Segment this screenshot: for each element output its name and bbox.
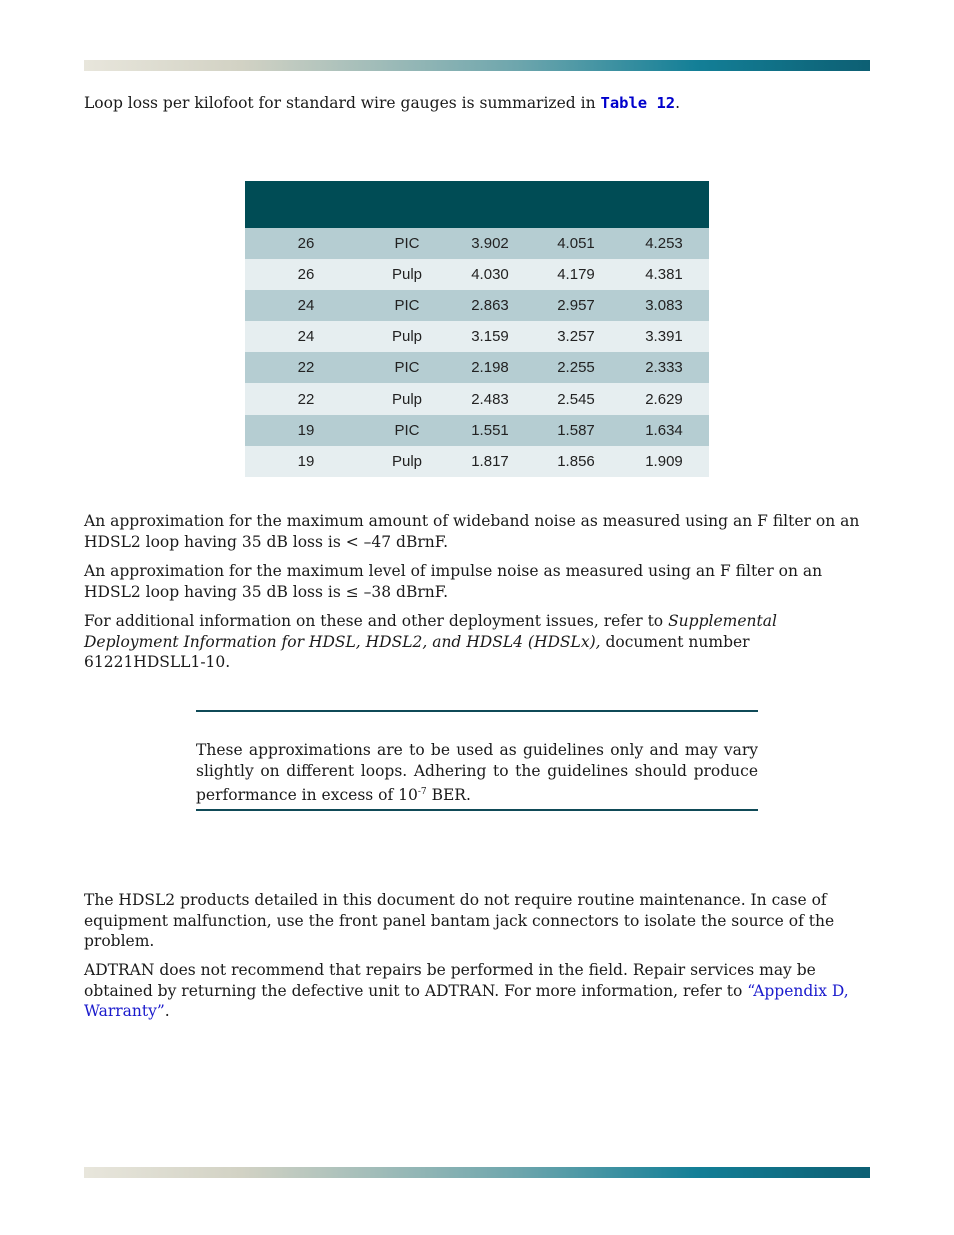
value-cell: 2.863 xyxy=(471,297,509,315)
maintenance-paragraph: The HDSL2 products detailed in this document do not require routine maintenance. In case of equipment malfunction, use the front panel bantam jack connectors to isolate the source of the problem. xyxy=(84,891,835,950)
table-12-link[interactable]: Table 12 xyxy=(600,94,676,112)
value-cell: 1.634 xyxy=(645,421,683,439)
gauge-cell: 19 xyxy=(297,421,315,439)
table-row xyxy=(245,228,709,259)
value-cell: 1.856 xyxy=(557,452,595,470)
value-cell: 1.909 xyxy=(645,452,683,470)
header-cell xyxy=(533,181,619,228)
footer-rule xyxy=(84,1167,870,1178)
loop-loss-table xyxy=(245,181,709,477)
header-cell xyxy=(447,181,533,228)
note-text xyxy=(196,740,758,806)
table-row xyxy=(245,383,709,414)
type-cell: PIC xyxy=(394,359,420,377)
additional-info-paragraph xyxy=(84,611,870,673)
value-cell: 2.483 xyxy=(471,390,509,408)
table-row xyxy=(245,446,709,477)
type-cell: PIC xyxy=(394,297,420,315)
value-cell: 2.545 xyxy=(557,390,595,408)
gauge-cell: 22 xyxy=(297,359,315,377)
value-cell: 4.051 xyxy=(557,235,595,253)
gauge-cell: 22 xyxy=(297,390,315,408)
note-body: These approximations are to be used as guidelines only and may vary slightly on different loops. Adhering to the guidelines should produce performance in excess of 10 xyxy=(196,741,758,805)
gauge-cell: 26 xyxy=(297,235,315,253)
type-cell: Pulp xyxy=(391,452,423,470)
type-cell: PIC xyxy=(394,235,420,253)
table-row xyxy=(245,290,709,321)
value-cell: 2.333 xyxy=(645,359,683,377)
additional-info-text: For additional information on these and other deployment issues, refer to xyxy=(84,612,669,630)
value-cell: 2.198 xyxy=(471,359,509,377)
repair-paragraph xyxy=(84,960,870,1022)
value-cell: 1.817 xyxy=(471,452,509,470)
note-exponent: -7 xyxy=(417,787,427,797)
table-row xyxy=(245,415,709,446)
impulse-noise-paragraph: An approximation for the maximum level of impulse noise as measured using an F filter on an HDSL2 loop having 35 dB loss is ≤ –38 dBrnF. xyxy=(84,562,823,601)
gauge-cell: 26 xyxy=(297,266,315,284)
header-rule xyxy=(84,60,870,71)
gauge-cell: 24 xyxy=(297,328,315,346)
note-top-rule xyxy=(196,710,758,712)
table-row xyxy=(245,321,709,352)
wideband-noise-paragraph: An approximation for the maximum amount of wideband noise as measured using an F filter on an HDSL2 loop having 35 dB loss is < –47 dBrnF. xyxy=(84,512,860,551)
type-cell: Pulp xyxy=(391,390,423,408)
value-cell: 3.391 xyxy=(645,328,683,346)
repair-period: . xyxy=(164,1002,170,1020)
value-cell: 1.551 xyxy=(471,421,509,439)
value-cell: 4.253 xyxy=(645,235,683,253)
value-cell: 2.957 xyxy=(557,297,595,315)
header-cell xyxy=(367,181,447,228)
note-ber: BER. xyxy=(426,786,471,805)
value-cell: 2.255 xyxy=(557,359,595,377)
value-cell: 3.902 xyxy=(471,235,509,253)
gauge-cell: 19 xyxy=(297,452,315,470)
value-cell: 1.587 xyxy=(557,421,595,439)
note-bottom-rule xyxy=(196,809,758,811)
value-cell: 3.159 xyxy=(471,328,509,346)
value-cell: 4.381 xyxy=(645,266,683,284)
value-cell: 4.030 xyxy=(471,266,509,284)
value-cell: 2.629 xyxy=(645,390,683,408)
type-cell: Pulp xyxy=(391,266,423,284)
repair-text: ADTRAN does not recommend that repairs be performed in the field. Repair services may be obtained by returning the defective unit to ADTRAN. For more information, refer to xyxy=(84,961,816,1000)
value-cell: 3.257 xyxy=(557,328,595,346)
intro-period: . xyxy=(675,94,681,112)
intro-text: Loop loss per kilofoot for standard wire gauges is summarized in xyxy=(84,94,601,112)
intro-paragraph xyxy=(84,93,870,114)
header-cell xyxy=(245,181,367,228)
table-header-row xyxy=(245,181,709,228)
table-row xyxy=(245,352,709,383)
document-number-text: document number 61221HDSLL1-10. xyxy=(84,632,750,671)
appendix-d-warranty-link[interactable]: “Appendix D, Warranty” xyxy=(84,981,849,1020)
value-cell: 3.083 xyxy=(645,297,683,315)
header-cell xyxy=(619,181,709,228)
gauge-cell: 24 xyxy=(297,297,315,315)
type-cell: PIC xyxy=(394,421,420,439)
document-title: Supplemental Deployment Information for HDSL, HDSL2, and HDSL4 (HDSLx), xyxy=(84,612,777,651)
value-cell: 4.179 xyxy=(557,266,595,284)
type-cell: Pulp xyxy=(391,328,423,346)
table-row xyxy=(245,259,709,290)
